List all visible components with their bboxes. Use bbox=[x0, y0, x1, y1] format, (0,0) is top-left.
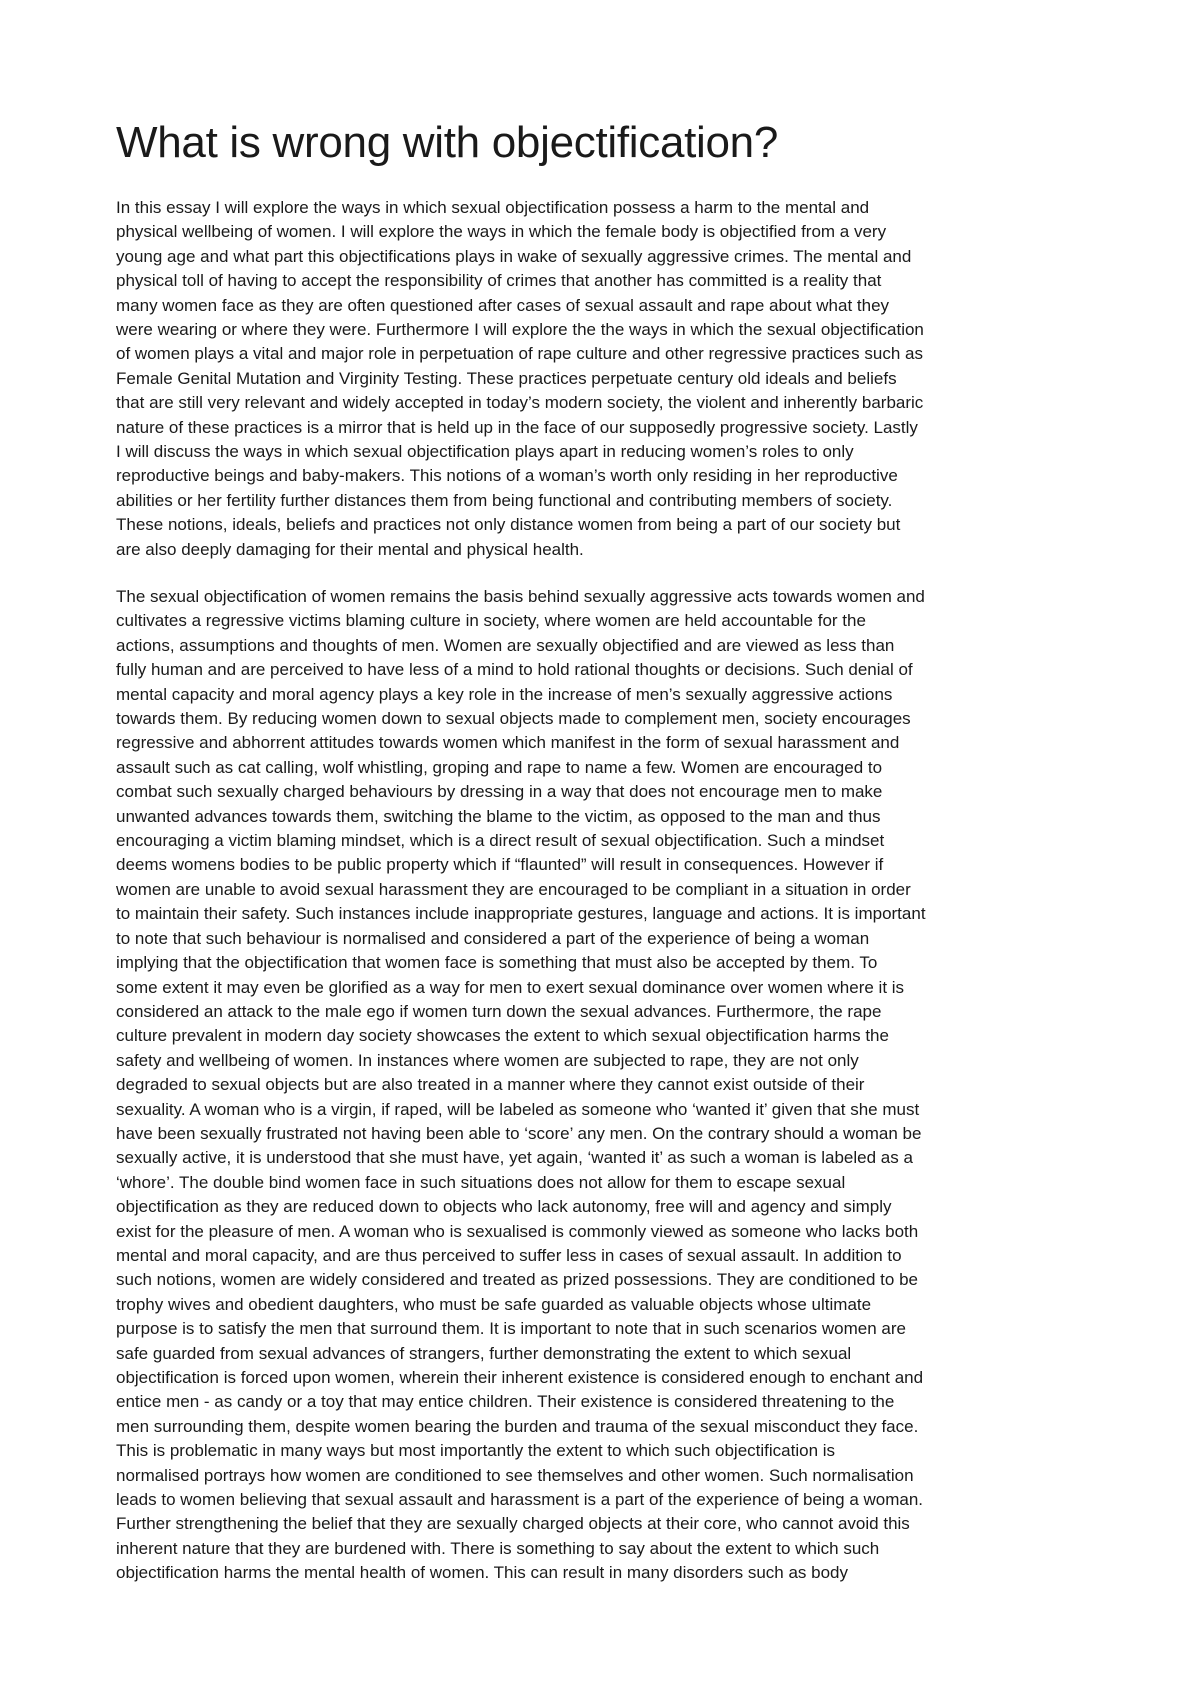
text-line: objectification as they are reduced down to objects who lack autonomy, free will and agency and simply bbox=[116, 1197, 892, 1217]
text-line: reproductive beings and baby-makers. This notions of a woman’s worth only residing in her reproductive bbox=[116, 466, 898, 486]
text-line: regressive and abhorrent attitudes towards women which manifest in the form of sexual harassment and bbox=[116, 733, 900, 753]
text-line: culture prevalent in modern day society showcases the extent to which sexual objectification harms the bbox=[116, 1026, 889, 1046]
text-line: trophy wives and obedient daughters, who must be safe guarded as valuable objects whose ultimate bbox=[116, 1294, 872, 1314]
text-line: of women plays a vital and major role in perpetuation of rape culture and other regressive practices such as bbox=[116, 344, 923, 364]
text-line: actions, assumptions and thoughts of men. Women are sexually objectified and are viewed as less than bbox=[116, 635, 895, 655]
text-line: objectification is forced upon women, wherein their inherent existence is considered enough to enchant and bbox=[116, 1368, 924, 1387]
text-line: unwanted advances towards them, switching the blame to the victim, as opposed to the man and thus bbox=[116, 806, 881, 826]
text-line: mental and moral capacity, and are thus perceived to suffer less in cases of sexual assault. In addition to bbox=[116, 1245, 902, 1265]
text-line: In this essay I will explore the ways in which sexual objectification possess a harm to the mental and bbox=[116, 198, 870, 217]
text-line: young age and what part this objectifications plays in wake of sexually aggressive crimes. The mental and bbox=[116, 246, 912, 266]
text-line: that are still very relevant and widely accepted in today’s modern society, the violent and inherently barbaric bbox=[116, 393, 924, 413]
paragraph-body bbox=[116, 585, 926, 1586]
text-line: were wearing or where they were. Furthermore I will explore the the ways in which the sexual objectification bbox=[116, 320, 924, 340]
text-line: The sexual objectification of women remains the basis behind sexually aggressive acts towards women and bbox=[116, 587, 925, 606]
text-line: have been sexually frustrated not having been able to ‘score’ any men. On the contrary should a woman be bbox=[116, 1123, 922, 1143]
text-line: Female Genital Mutation and Virginity Testing. These practices perpetuate century old ideals and beliefs bbox=[116, 368, 897, 388]
text-line: implying that the objectification that women face is something that must also be accepted by them. To bbox=[116, 953, 878, 973]
text-line: deems womens bodies to be public property which if “flaunted” will result in consequences. However if bbox=[116, 855, 884, 875]
text-line: abilities or her fertility further distances them from being functional and contributing members of society. bbox=[116, 490, 893, 510]
text-line: cultivates a regressive victims blaming culture in society, where women are held accountable for the bbox=[116, 611, 866, 631]
text-line: sexually active, it is understood that she must have, yet again, ‘wanted it’ as such a woman is labeled as a bbox=[116, 1148, 913, 1168]
text-line: to note that such behaviour is normalised and considered a part of the experience of being a woman bbox=[116, 928, 870, 948]
text-line: objectification harms the mental health of women. This can result in many disorders such as body bbox=[116, 1563, 848, 1583]
text-line: Further strengthening the belief that they are sexually charged objects at their core, who cannot avoid this bbox=[116, 1514, 910, 1534]
text-line: physical wellbeing of women. I will explore the ways in which the female body is objectified from a very bbox=[116, 222, 887, 242]
paragraph-introduction bbox=[116, 196, 924, 562]
text-line: towards them. By reducing women down to sexual objects made to complement men, society encourages bbox=[116, 709, 911, 729]
text-line: such notions, women are widely considered and treated as prized possessions. They are conditioned to be bbox=[116, 1270, 918, 1290]
text-line: assault such as cat calling, wolf whistling, groping and rape to name a few. Women are encouraged to bbox=[116, 757, 883, 777]
text-line: physical toll of having to accept the responsibility of crimes that another has committed is a reality that bbox=[116, 271, 882, 291]
text-line: sexuality. A woman who is a virgin, if raped, will be labeled as someone who ‘wanted it’ given that she must bbox=[116, 1099, 920, 1119]
text-line: These notions, ideals, beliefs and practices not only distance women from being a part of our society but bbox=[116, 515, 901, 535]
text-line: some extent it may even be glorified as a way for men to exert sexual dominance over women where it is bbox=[116, 977, 905, 997]
text-line: considered an attack to the male ego if women turn down the sexual advances. Furthermore, the rape bbox=[116, 1001, 882, 1021]
text-line: encouraging a victim blaming mindset, which is a direct result of sexual objectification. Such a mindset bbox=[116, 831, 885, 851]
text-line: leads to women believing that sexual assault and harassment is a part of the experience of being a woman. bbox=[116, 1490, 924, 1510]
text-line: are also deeply damaging for their mental and physical health. bbox=[116, 539, 584, 559]
text-line: safety and wellbeing of women. In instances where women are subjected to rape, they are not only bbox=[116, 1050, 859, 1070]
text-line: nature of these practices is a mirror that is held up in the face of our supposedly progressive society. Lastly bbox=[116, 417, 918, 437]
text-line: purpose is to satisfy the men that surround them. It is important to note that in such scenarios women are bbox=[116, 1319, 906, 1339]
text-line: many women face as they are often questioned after cases of sexual assault and rape about what they bbox=[116, 295, 890, 315]
text-line: I will discuss the ways in which sexual objectification plays apart in reducing women’s roles to only bbox=[116, 442, 854, 462]
text-line: ‘whore’. The double bind women face in such situations does not allow for them to escape sexual bbox=[116, 1172, 846, 1192]
text-line: inherent nature that they are burdened with. There is something to say about the extent to which such bbox=[116, 1538, 880, 1558]
text-line: mental capacity and moral agency plays a key role in the increase of men’s sexually aggressive actions bbox=[116, 684, 893, 704]
text-line: to maintain their safety. Such instances include inappropriate gestures, language and actions. It is important bbox=[116, 904, 926, 924]
text-line: entice men - as candy or a toy that may entice children. Their existence is considered threatening to the bbox=[116, 1392, 895, 1412]
page-title: What is wrong with objectification? bbox=[116, 118, 779, 167]
text-line: men surrounding them, despite women bearing the burden and trauma of the sexual misconduct they face. bbox=[116, 1416, 919, 1436]
text-line: This is problematic in many ways but most importantly the extent to which such objectification is bbox=[116, 1441, 836, 1461]
text-line: safe guarded from sexual advances of strangers, further demonstrating the extent to which sexual bbox=[116, 1343, 852, 1363]
text-line: combat such sexually charged behaviours by dressing in a way that does not encourage men to make bbox=[116, 782, 883, 802]
text-line: normalised portrays how women are conditioned to see themselves and other women. Such normalisation bbox=[116, 1465, 914, 1485]
text-line: fully human and are perceived to have less of a mind to hold rational thoughts or decisions. Such denial of bbox=[116, 660, 913, 680]
text-line: women are unable to avoid sexual harassment they are encouraged to be compliant in a situation in order bbox=[116, 879, 911, 899]
text-line: degraded to sexual objects but are also treated in a manner where they cannot exist outside of their bbox=[116, 1075, 865, 1095]
text-line: exist for the pleasure of men. A woman who is sexualised is commonly viewed as someone who lacks both bbox=[116, 1221, 919, 1241]
